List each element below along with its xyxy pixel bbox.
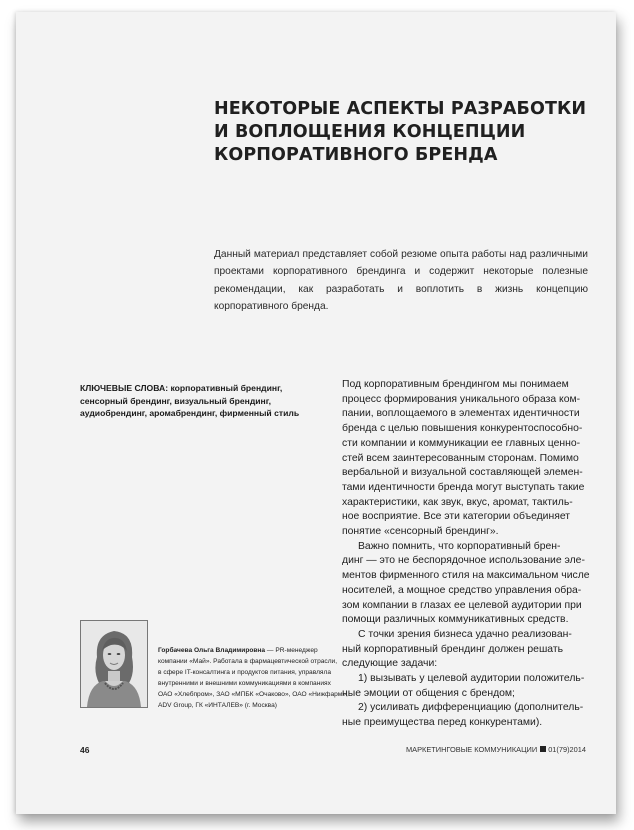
body-line: носителей, а мощное средство управления обра- bbox=[342, 584, 582, 596]
magazine-page bbox=[16, 12, 616, 814]
author-bio bbox=[158, 645, 348, 711]
body-line: сти компании и коммуникации ее главных ценно- bbox=[342, 437, 581, 449]
body-line: Важно помнить, что корпоративный брен- bbox=[358, 540, 561, 552]
article-body bbox=[342, 378, 594, 731]
body-line: стей всем заинтересованным сторонам. Помимо bbox=[342, 452, 579, 464]
journal-name: МАРКЕТИНГОВЫЕ КОММУНИКАЦИИ bbox=[406, 745, 538, 754]
body-line: Под корпоративным брендингом мы понимаем bbox=[342, 379, 569, 390]
body-line: ные эмоции от общения с брендом; bbox=[342, 687, 515, 699]
body-line: ные преимущества перед конкурентами). bbox=[342, 717, 543, 729]
body-line: ный корпоративный брендинг должен решать bbox=[342, 643, 564, 655]
page-number: 46 bbox=[80, 745, 90, 755]
square-separator-icon bbox=[540, 746, 546, 752]
body-line: тами идентичности бренда могут выступать такие bbox=[342, 481, 585, 493]
body-line: зом компании в глазах ее целевой аудитории при bbox=[342, 599, 582, 611]
keywords-text: корпоративный брендинг, сенсорный брендинг, визуальный брендинг, аудиобрендинг, аромабрендинг, фирменный стиль bbox=[80, 383, 300, 418]
body-line: ментов фирменного стиля на максимальном числе bbox=[342, 570, 590, 582]
article-title bbox=[214, 98, 587, 167]
keywords-label: КЛЮЧЕВЫЕ СЛОВА: bbox=[80, 383, 169, 393]
issue-number: 01(79)2014 bbox=[548, 745, 586, 754]
body-line: следующие задачи: bbox=[342, 658, 438, 670]
keywords-block bbox=[80, 382, 330, 420]
body-line: 2) усиливать дифференциацию (дополнитель- bbox=[358, 702, 584, 714]
author-bio-line: Горбачева Ольга Владимировна — PR-менеджер bbox=[158, 647, 318, 654]
author-portrait-icon bbox=[81, 621, 147, 707]
body-line: вербальной и визуальной составляющей элемен- bbox=[342, 467, 583, 479]
article-lead: Данный материал представляет собой резюме опыта работы над различными проектами корпоративного брендинга и содержит некоторые полезные рекомендации, как разработать и воплотить в жизнь концепцию корпоративного бренда. bbox=[214, 249, 588, 313]
body-line: помощи различных коммуникативных средств. bbox=[342, 614, 569, 626]
body-line: 1) вызывать у целевой аудитории положитель- bbox=[358, 673, 585, 685]
body-line: динг — это не беспорядочное использование эле- bbox=[342, 555, 585, 567]
author-bio-line: ОАО «Хлебпром», ЗАО «МПБК «Очаково», ОАО «Нижфарм», bbox=[158, 691, 348, 698]
title-line: НЕКОТОРЫЕ АСПЕКТЫ РАЗРАБОТКИ bbox=[214, 99, 587, 119]
body-line: характеристики, как звук, вкус, аромат, тактиль- bbox=[342, 496, 573, 508]
body-line: С точки зрения бизнеса удачно реализован- bbox=[358, 628, 572, 640]
body-line: бренда с целью повышения конкурентоспособно- bbox=[342, 423, 583, 435]
author-bio-line: в сфере IT-консалтинга и продуктов питания, управляла bbox=[158, 669, 332, 676]
author-name: Горбачева Ольга Владимировна bbox=[158, 647, 266, 654]
title-line: И ВОПЛОЩЕНИЯ КОНЦЕПЦИИ bbox=[214, 122, 526, 142]
journal-footer bbox=[406, 745, 586, 754]
author-bio-line: внутренними и внешними коммуникациями в компаниях bbox=[158, 680, 331, 687]
title-line: КОРПОРАТИВНОГО БРЕНДА bbox=[214, 145, 498, 165]
body-line: ное восприятие. Все эти категории объединяет bbox=[342, 511, 571, 523]
author-bio-line: ADV Group, ГК «ИНТАЛЕВ» (г. Москва) bbox=[158, 702, 277, 709]
body-line: процесс формирования уникального образа ком- bbox=[342, 393, 581, 405]
author-bio-line: компании «Май». Работала в фармацевтической отрасли, bbox=[158, 658, 338, 665]
body-line: пании, воплощаемого в элементах идентичности bbox=[342, 408, 580, 420]
body-line: понятие «сенсорный брендинг». bbox=[342, 526, 499, 538]
author-photo bbox=[80, 620, 148, 708]
